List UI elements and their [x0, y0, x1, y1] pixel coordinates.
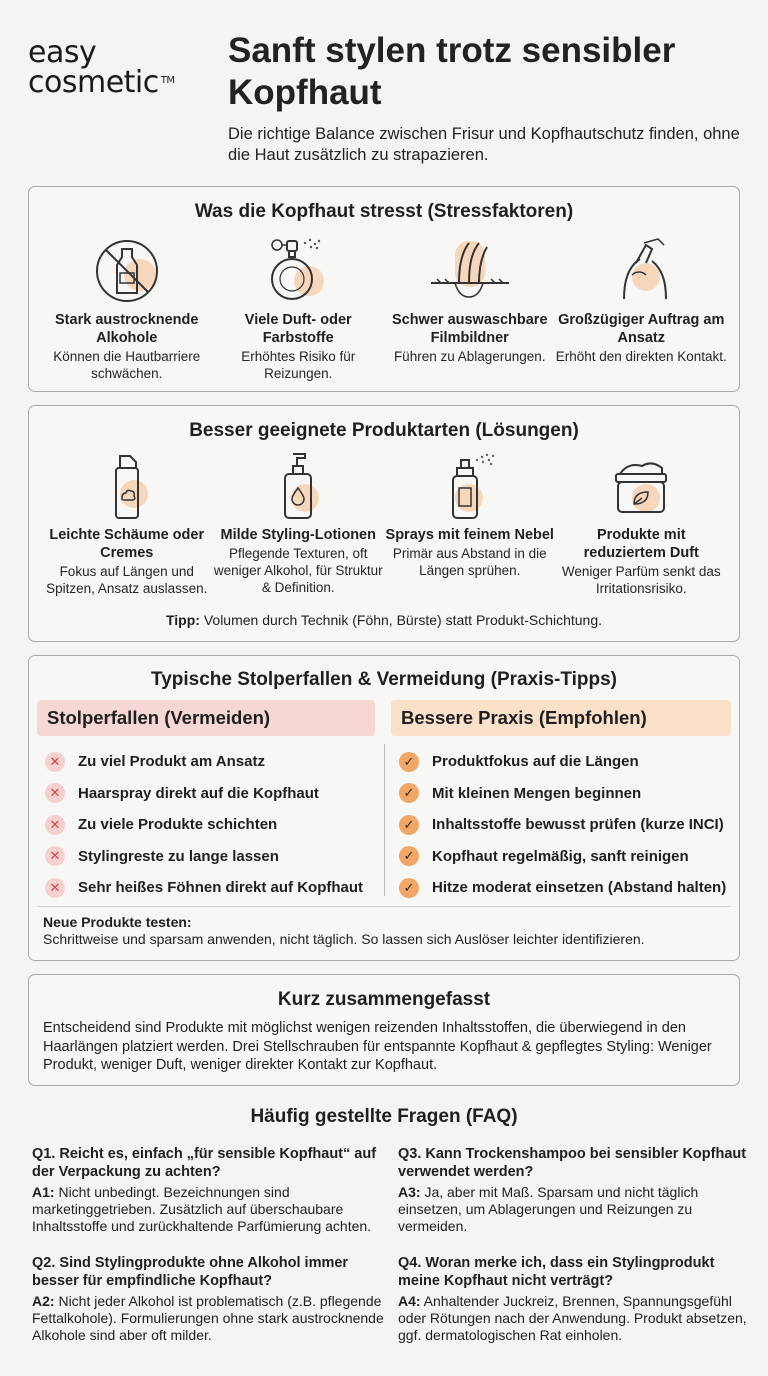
recommended-list — [399, 746, 726, 904]
summary-title: Kurz zusammengefasst — [277, 989, 491, 1010]
brand-line-2: cosmetic ™ — [28, 65, 175, 100]
brand-line-1: easy — [28, 35, 97, 70]
check-icon: ✓ — [399, 878, 419, 898]
solution-item-text: Pflegende Texturen, oft weniger Alkohol, für Struktur & Definition. — [213, 546, 383, 595]
page-title: Sanft stylen trotz sensibler Kopfhaut — [228, 31, 676, 112]
stress-item — [213, 235, 385, 382]
perfume-bottle-icon — [253, 235, 343, 307]
avoid-item: ✕ Haarspray direkt auf die Kopfhaut — [45, 778, 363, 810]
avoid-item: ✕ Zu viele Produkte schichten — [45, 809, 363, 841]
stress-item-title: Schwer auswaschbare Filmbildner — [391, 312, 548, 346]
faq-answer: A3: Ja, aber mit Maß. Sparsam und nicht täglich einsetzen, um Ablagerungen und Reizungen zu vermeiden. — [398, 1184, 699, 1234]
stress-item-text: Führen zu Ablagerungen. — [393, 349, 546, 364]
avoid-item: ✕ Zu viel Produkt am Ansatz — [45, 746, 363, 778]
stress-item-text: Erhöhtes Risiko für Reizungen. — [241, 349, 356, 381]
stress-item — [41, 235, 213, 382]
recommended-item: ✓ Mit kleinen Mengen beginnen — [399, 778, 726, 810]
cross-icon: ✕ — [45, 815, 65, 835]
stress-title: Was die Kopfhaut stresst (Stressfaktoren) — [194, 201, 574, 222]
pitfalls-card — [28, 655, 740, 961]
recommended-item: ✓ Hitze moderat einsetzen (Abstand halten) — [399, 872, 726, 904]
faq-item — [32, 1145, 384, 1235]
recommended-item: ✓ Kopfhaut regelmäßig, sanft reinigen — [399, 841, 726, 873]
pitfalls-avoid-header: Stolperfallen (Vermeiden) — [37, 700, 375, 736]
faq-item — [398, 1145, 750, 1235]
faq-answer: A2: Nicht jeder Alkohol ist problematisch (z.B. pflegende Fettalkohole). Formulierungen ohne stark austrocknende Alkohole sind aber oft milder. — [32, 1293, 384, 1343]
solution-item-title: Produkte mit reduziertem Duft — [583, 527, 699, 561]
brand-logo — [28, 35, 175, 100]
solution-item — [556, 450, 728, 597]
tip-line — [29, 612, 739, 628]
stress-item-title: Großzügiger Auftrag am Ansatz — [558, 312, 725, 346]
pitfalls-recommended-header: Bessere Praxis (Empfohlen) — [391, 700, 731, 736]
stress-item — [384, 235, 556, 382]
column-divider — [384, 744, 385, 896]
stress-item-text: Können die Hautbarriere schwächen. — [53, 349, 201, 381]
foam-can-icon — [82, 450, 172, 522]
tip-label: Tipp: — [165, 612, 200, 628]
spray-mist-icon — [425, 450, 515, 522]
new-products-label: Neue Produkte testen: — [43, 914, 192, 930]
pump-bottle-icon — [253, 450, 343, 522]
summary-card — [28, 974, 740, 1086]
cross-icon: ✕ — [45, 783, 65, 803]
summary-text: Entscheidend sind Produkte mit möglichst wenigen reizenden Inhaltsstoffen, die überwiegend in den Haarlängen platziert werden. Drei Stellschrauben für entspannte Kopfhaut & gepflegtes Styling: Weniger Produkt, weniger Duft, weniger direkter Kontakt zur Kopfhaut. — [43, 1020, 712, 1073]
hand-application-icon — [596, 235, 686, 307]
faq-item — [32, 1254, 384, 1344]
faq-question: Q1. Reicht es, einfach „für sensible Kopfhaut“ auf der Verpackung zu achten? — [32, 1146, 377, 1180]
check-icon: ✓ — [399, 752, 419, 772]
check-icon: ✓ — [399, 846, 419, 866]
faq-question: Q3. Kann Trockenshampoo bei sensibler Kopfhaut verwendet werden? — [398, 1146, 747, 1180]
solution-item — [41, 450, 213, 597]
avoid-item: ✕ Sehr heißes Föhnen direkt auf Kopfhaut — [45, 872, 363, 904]
faq-answer: A4: Anhaltender Juckreiz, Brennen, Spannungsgefühl oder Rötungen nach der Anwendung. Produkt absetzen, ggf. dermatologischen Rat einholen. — [398, 1293, 747, 1343]
cross-icon: ✕ — [45, 752, 65, 772]
solution-item — [384, 450, 556, 597]
new-products-text: Schrittweise und sparsam anwenden, nicht täglich. So lassen sich Auslöser leichter identifizieren. — [43, 931, 645, 947]
avoid-list — [45, 746, 363, 904]
faq-question: Q4. Woran merke ich, dass ein Stylingprodukt meine Kopfhaut nicht verträgt? — [398, 1255, 715, 1289]
solutions-card — [28, 405, 740, 642]
no-alcohol-bottle-icon — [82, 235, 172, 307]
cross-icon: ✕ — [45, 846, 65, 866]
faq-answer: A1: Nicht unbedingt. Bezeichnungen sind marketinggetrieben. Zusätzlich auf überschaubare Inhaltsstoffe und zurückhaltende Parfümierung achten. — [32, 1184, 372, 1234]
tip-text: Volumen durch Technik (Föhn, Bürste) statt Produkt-Schichtung. — [199, 612, 603, 628]
faq-question: Q2. Sind Stylingprodukte ohne Alkohol immer besser für empfindliche Kopfhaut? — [32, 1255, 349, 1289]
solution-item-title: Sprays mit feinem Nebel — [385, 527, 554, 543]
hair-follicle-icon — [425, 235, 515, 307]
pitfalls-title: Typische Stolperfallen & Vermeidung (Praxis-Tipps) — [151, 669, 617, 690]
faq-title: Häufig gestellte Fragen (FAQ) — [250, 1106, 518, 1127]
solution-item-text: Primär aus Abstand in die Längen sprühen. — [392, 546, 547, 578]
check-icon: ✓ — [399, 783, 419, 803]
stress-item — [556, 235, 728, 382]
recommended-item: ✓ Produktfokus auf die Längen — [399, 746, 726, 778]
check-icon: ✓ — [399, 815, 419, 835]
faq-item — [398, 1254, 750, 1344]
solution-item-title: Milde Styling-Lotionen — [220, 527, 376, 543]
solution-item-title: Leichte Schäume oder Cremes — [49, 527, 205, 561]
stress-factors-card — [28, 186, 740, 392]
solution-item-text: Fokus auf Längen und Spitzen, Ansatz auslassen. — [46, 564, 208, 596]
avoid-item: ✕ Stylingreste zu lange lassen — [45, 841, 363, 873]
solutions-title: Besser geeignete Produktarten (Lösungen) — [189, 420, 579, 441]
section-divider — [37, 906, 731, 907]
new-products-note — [43, 914, 645, 948]
cream-jar-icon — [596, 450, 686, 522]
page-subtitle: Die richtige Balance zwischen Frisur und Kopfhautschutz finden, ohne die Haut zusätzlich zu strapazieren. — [228, 125, 740, 164]
trademark-sign: TM — [160, 75, 175, 86]
recommended-item: ✓ Inhaltsstoffe bewusst prüfen (kurze INCI) — [399, 809, 726, 841]
solution-item-text: Weniger Parfüm senkt das Irritationsrisiko. — [561, 564, 721, 596]
stress-item-text: Erhöht den direkten Kontakt. — [555, 349, 727, 364]
solution-item — [213, 450, 385, 597]
stress-item-title: Stark austrocknende Alkohole — [55, 312, 199, 346]
cross-icon: ✕ — [45, 878, 65, 898]
stress-item-title: Viele Duft- oder Farbstoffe — [244, 312, 352, 346]
